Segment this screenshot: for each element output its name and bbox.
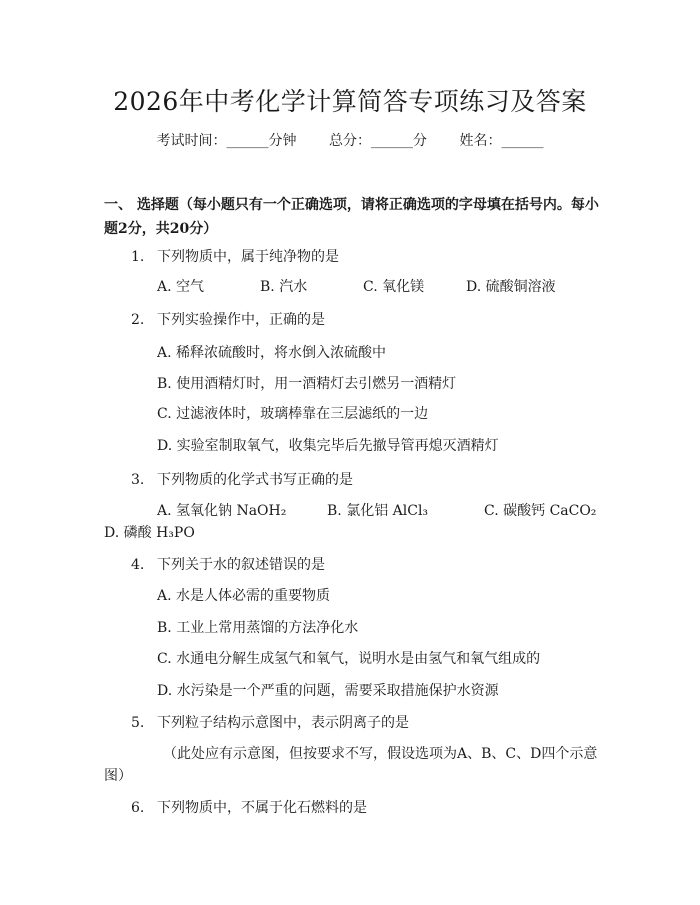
diagram-note: （此处应有示意图，但按要求不写，假设选项为A、B、C、D四个示意 <box>163 746 598 762</box>
option-a: A. 水是人体必需的重要物质 <box>157 588 331 604</box>
question-number: 4. <box>131 557 145 573</box>
question-number: 5. <box>131 715 145 731</box>
option-a: A. 稀释浓硫酸时，将水倒入浓硫酸中 <box>157 345 387 361</box>
question-1 <box>131 246 339 266</box>
student-name: 姓名：______ <box>459 133 544 149</box>
option-b: B. 汽水 <box>260 279 308 295</box>
option-c: C. 过滤液体时，玻璃棒靠在三层滤纸的一边 <box>157 406 429 422</box>
question-5 <box>131 712 409 732</box>
option-d: D. 实验室制取氧气，收集完毕后先撤导管再熄灭酒精灯 <box>157 438 499 454</box>
question-3-options <box>157 500 596 520</box>
option-d: D. 磷酸 H₃PO <box>104 525 195 541</box>
option-d: D. 硫酸铜溶液 <box>466 279 556 295</box>
question-3 <box>131 469 353 489</box>
question-text: 下列物质中，属于纯净物的是 <box>157 249 339 265</box>
exam-meta <box>0 130 700 150</box>
question-text: 下列关于水的叙述错误的是 <box>157 557 325 573</box>
option-b: B. 工业上常用蒸馏的方法净化水 <box>157 620 359 636</box>
question-text: 下列物质中，不属于化石燃料的是 <box>157 800 367 816</box>
diagram-note-continued: 图） <box>104 768 132 784</box>
exam-time: 考试时间：______分钟 <box>156 133 297 149</box>
page-title: 2026年中考化学计算简答专项练习及答案 <box>113 87 587 116</box>
question-4 <box>131 554 325 574</box>
question-text: 下列实验操作中，正确的是 <box>157 312 325 328</box>
question-number: 3. <box>131 472 145 488</box>
question-text: 下列物质的化学式书写正确的是 <box>157 472 353 488</box>
question-2 <box>131 309 325 329</box>
option-b: B. 使用酒精灯时，用一酒精灯去引燃另一酒精灯 <box>157 376 457 392</box>
question-6 <box>131 797 367 817</box>
option-a: A. 氢氧化钠 NaOH₂ <box>157 503 287 519</box>
section-heading: 一、 选择题（每小题只有一个正确选项，请将正确选项的字母填在括号内。每小题2分，共20分） <box>104 197 599 237</box>
question-number: 2. <box>131 312 145 328</box>
option-d: D. 水污染是一个严重的问题，需要采取措施保护水资源 <box>157 683 499 699</box>
question-text: 下列粒子结构示意图中，表示阴离子的是 <box>157 715 409 731</box>
total-score: 总分：______分 <box>329 133 427 149</box>
option-a: A. 空气 <box>157 279 205 295</box>
question-number: 6. <box>131 800 145 816</box>
option-c: C. 水通电分解生成氢气和氧气，说明水是由氢气和氧气组成的 <box>157 651 541 667</box>
option-b: B. 氯化铝 AlCl₃ <box>327 503 429 519</box>
option-c: C. 氧化镁 <box>363 279 425 295</box>
option-c: C. 碳酸钙 CaCO₂ <box>484 503 597 519</box>
question-number: 1. <box>131 249 145 265</box>
question-1-options <box>157 276 556 296</box>
